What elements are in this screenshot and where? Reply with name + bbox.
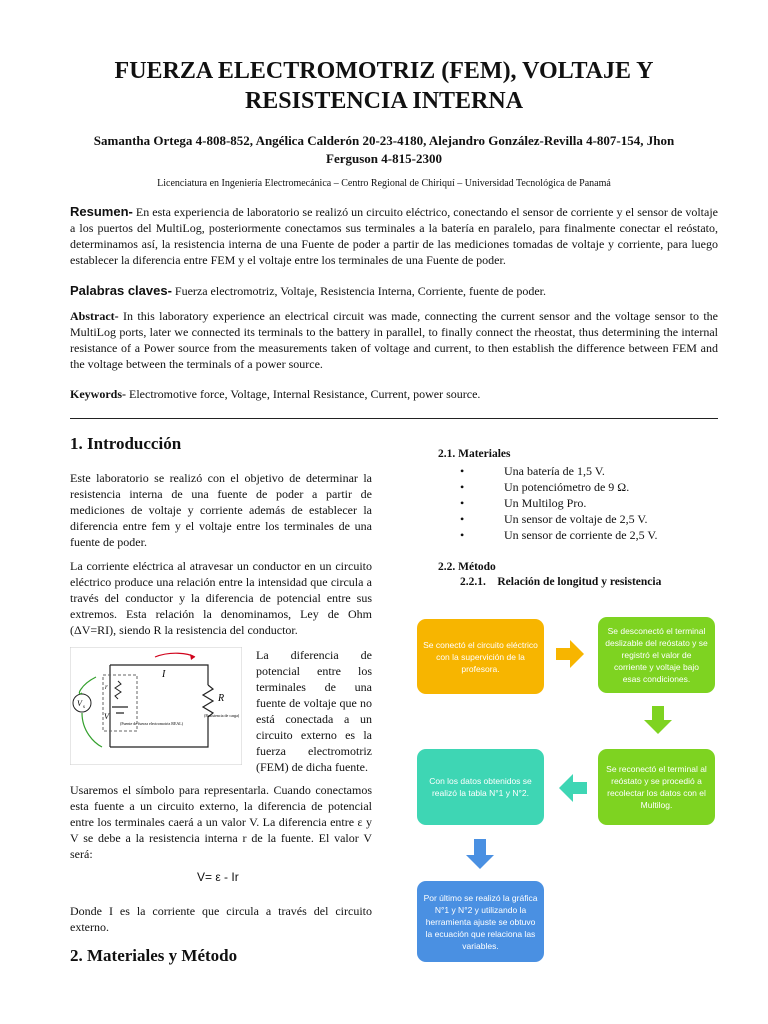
flow-step-3: Se reconectó el terminal al reóstato y se procedió a recolectar los datos con el Multilog. bbox=[598, 749, 715, 825]
keywords-label: Keywords- bbox=[70, 387, 126, 401]
list-item: • Un potenciómetro de 9 Ω. bbox=[438, 479, 718, 495]
circuit-vs-sub: s bbox=[83, 705, 85, 710]
intro-p1: Este laboratorio se realizó con el objetivo de determinar la resistencia interna de una fuente de poder a partir de mediciones de voltaje y corriente además de establecer la diferencia entre fem y el voltaje entre los terminales de una fuente de poder. bbox=[70, 471, 372, 549]
list-item: • Un Multilog Pro. bbox=[438, 495, 718, 511]
intro-p2: La corriente eléctrica al atravesar un conductor en un circuito eléctrico produce una relación entre la intensidad que circula a través del conductor y la diferencia de potencial entre sus extremos. Esta relación la denominamos, Ley de Ohm (ΔV=RI), siendo R la resistencia del conductor. bbox=[70, 559, 372, 637]
list-item: • Una batería de 1,5 V. bbox=[438, 463, 718, 479]
metodo-subheading bbox=[460, 576, 661, 588]
metodo-sub-title: Relación de longitud y resistencia bbox=[497, 576, 662, 588]
abstract-text: In this laboratory experience an electrical circuit was made, connecting the current sensor and the voltage sensor to the MultiLog ports, later we connected its terminals to the battery in parallel, to finally connect the rheostat, thus determining the internal resistance of a Power source from the measurements taken of voltage and current, to then establish the difference between FEM and the voltage between the terminals of a power source. bbox=[70, 309, 718, 371]
intro-heading: 1. Introducción bbox=[70, 434, 182, 453]
materiales-heading: 2.1. Materiales bbox=[438, 448, 511, 460]
arrow-right-icon bbox=[556, 640, 584, 668]
abstract-label: Abstract- bbox=[70, 309, 119, 323]
flow-step-1: Se conectó el circuito eléctrico con la supervición de la profesora. bbox=[417, 619, 544, 694]
palabras-claves bbox=[70, 283, 718, 299]
resumen-text: En esta experiencia de laboratorio se realizó un circuito eléctrico, conectando el sensor de corriente y el sensor de voltaje a los puertos del MultiLog, posteriormente conectamos sus terminales a la batería en paralelo, para finalmente conectar el reóstato, determinamos así, la resistencia interna de una Fuente de poder a partir de las mediciones tomadas de voltaje y corriente, para luego establecer la diferencia entre FEM y el voltaje entre los terminales de una Fuente de poder. bbox=[70, 205, 718, 267]
keywords bbox=[70, 386, 718, 402]
arrow-left-icon bbox=[559, 774, 587, 802]
abstract bbox=[70, 308, 718, 372]
metodo-heading: 2.2. Método bbox=[438, 561, 496, 573]
circuit-current-label: I bbox=[162, 669, 166, 680]
intro-p5: Donde I es la corriente que circula a través del circuito externo. bbox=[70, 904, 372, 934]
paper-title: FUERZA ELECTROMOTRIZ (FEM), VOLTAJE Y RESISTENCIA INTERNA bbox=[114, 58, 654, 114]
list-item: • Un sensor de voltaje de 2,5 V. bbox=[438, 511, 718, 527]
intro-p4: Usaremos el símbolo para representarla. Cuando conectamos esta fuente a un circuito externo, la diferencia de potencial entre los terminales caerá a un valor V. La diferencia entre ε y V se debe a la resistencia interna r de la fuente. El valor V será: bbox=[70, 783, 372, 861]
affiliation: Licenciatura en Ingeniería Electromecánica – Centro Regional de Chiriquí – Universidad Tecnológica de Panamá bbox=[157, 178, 611, 189]
circuit-r-sub: (Resistencia de carga) bbox=[204, 713, 240, 718]
flow-step-5: Por último se realizó la gráfica N°1 y N°2 y utilizando la herramienta ajuste se obtuvo la ecuación que relaciona las variables. bbox=[417, 881, 544, 962]
list-item: • Un sensor de corriente de 2,5 V. bbox=[438, 527, 718, 543]
circuit-r-label: R bbox=[218, 693, 225, 704]
arrow-down-icon bbox=[466, 839, 494, 869]
palabras-text: Fuerza electromotriz, Voltaje, Resistencia Interna, Corriente, fuente de poder. bbox=[171, 284, 546, 298]
metodo-sub-num: 2.2.1. bbox=[460, 576, 486, 588]
flow-step-4: Con los datos obtenidos se realizó la tabla N°1 y N°2. bbox=[417, 749, 544, 825]
authors: Samantha Ortega 4-808-852, Angélica Calderón 20-23-4180, Alejandro González-Revilla 4-807-154, Jhon Ferguson 4-815-2300 bbox=[93, 133, 675, 166]
circuit-v-label: V bbox=[104, 712, 109, 721]
intro-p3: La diferencia de potencial entre los terminales de una fuente de voltaje que no está conectada a un circuito externo es la fuerza electromotriz (FEM) de dicha fuente. bbox=[256, 648, 372, 774]
formula: V= ε - Ir bbox=[197, 870, 239, 884]
circuit-internal-r-label: r bbox=[105, 683, 108, 691]
resumen-label: Resumen- bbox=[70, 204, 133, 219]
circuit-diagram bbox=[70, 647, 242, 765]
flow-step-2: Se desconectó el terminal deslizable del reóstato y se registró el valor de corriente y voltaje bajo esas condiciones. bbox=[598, 617, 715, 693]
arrow-down-icon bbox=[644, 706, 672, 734]
palabras-label: Palabras claves- bbox=[70, 283, 172, 298]
materiales-list bbox=[438, 463, 718, 543]
resumen bbox=[70, 204, 718, 268]
keywords-text: Electromotive force, Voltage, Internal Resistance, Current, power source. bbox=[126, 387, 481, 401]
section2-heading: 2. Materiales y Método bbox=[70, 946, 238, 965]
section-divider bbox=[70, 418, 718, 419]
circuit-source-label: (Fuente de fuerza electromotriz REAL) bbox=[120, 721, 184, 726]
circuit-vs-label: V bbox=[77, 699, 82, 708]
